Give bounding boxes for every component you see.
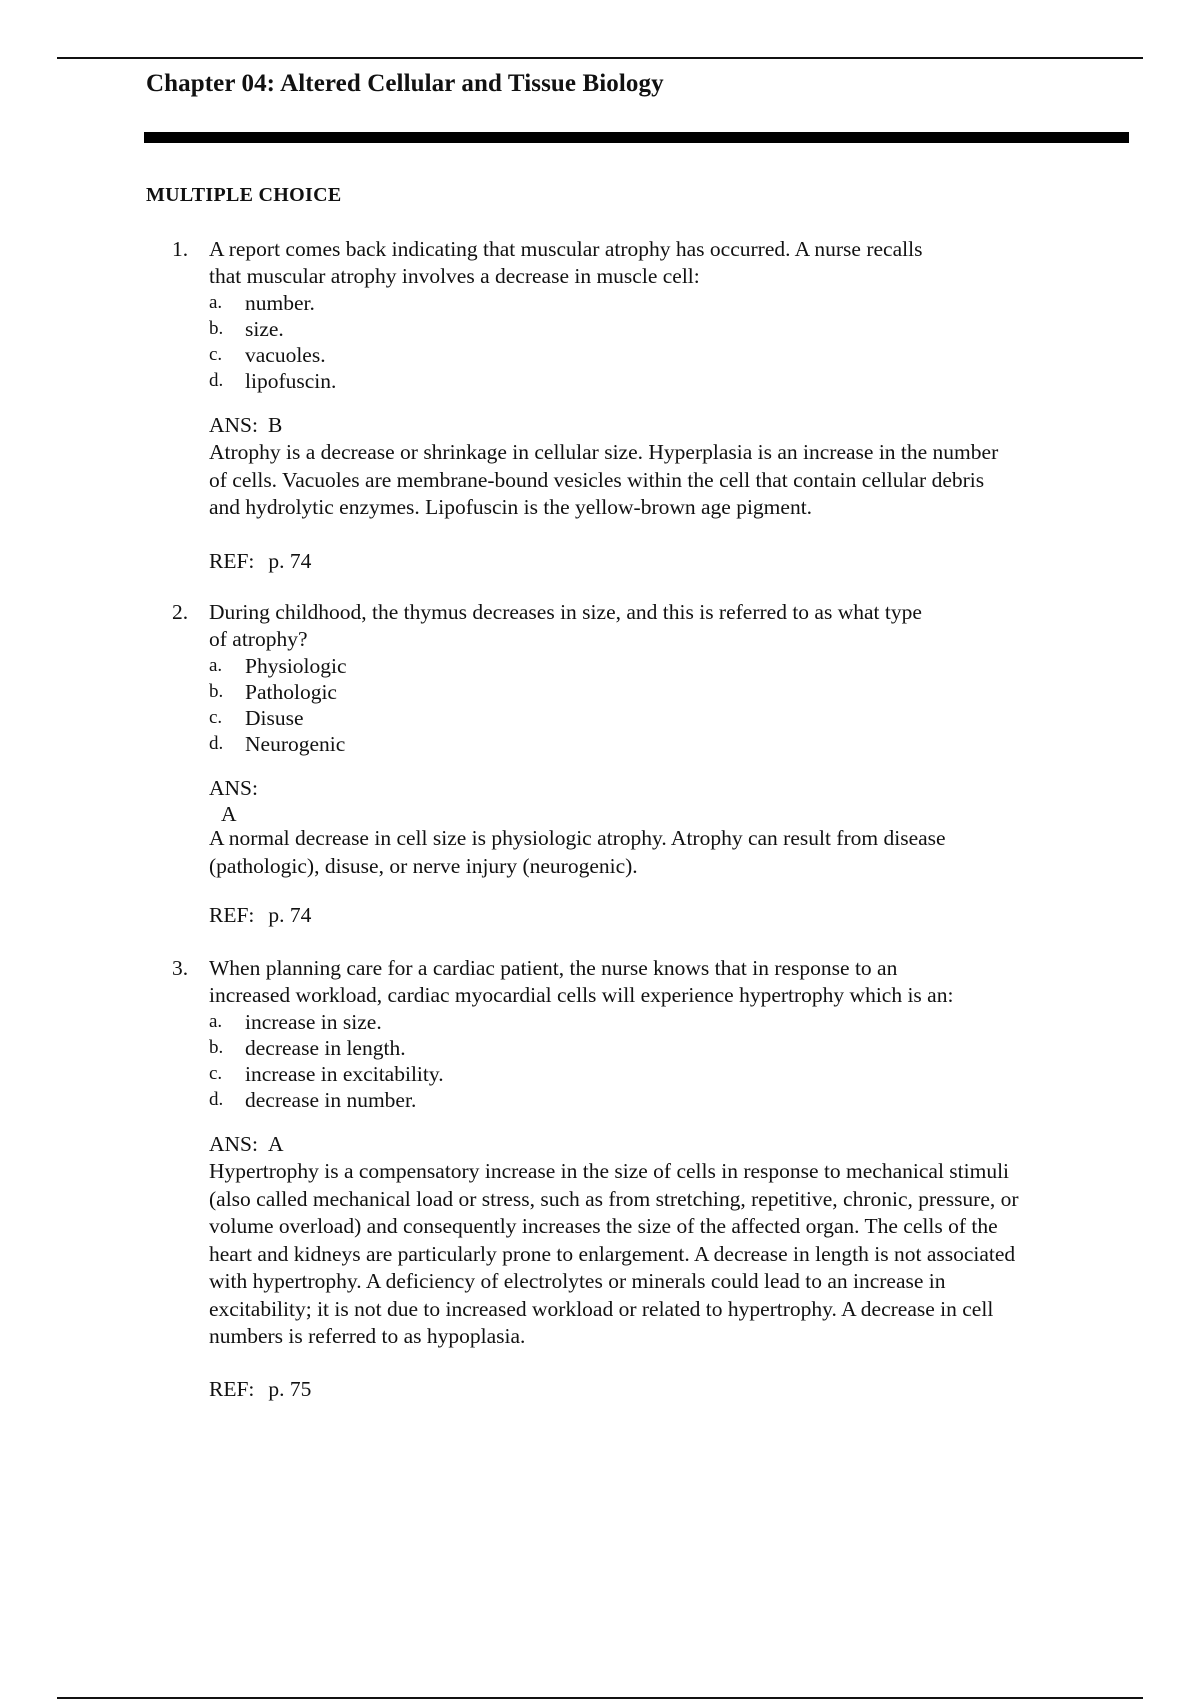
rationale xyxy=(209,439,1129,522)
question-stem xyxy=(209,236,1149,290)
option-letter: d. xyxy=(209,1089,224,1110)
option-c xyxy=(209,1061,909,1087)
question-number: 3. xyxy=(172,956,189,980)
question-stem xyxy=(209,955,1149,1009)
option-c xyxy=(209,342,909,368)
option-text: Disuse xyxy=(245,706,304,730)
option-letter: d. xyxy=(209,370,224,391)
reference xyxy=(209,548,311,575)
rationale-line: with hypertrophy. A deficiency of electrolytes or minerals could lead to an increase in xyxy=(209,1269,946,1293)
title-divider xyxy=(144,132,1129,143)
option-letter: c. xyxy=(209,1063,223,1084)
stem-line: that muscular atrophy involves a decrease in muscle cell: xyxy=(209,264,700,288)
ref-label: REF: xyxy=(209,549,255,573)
section-heading: MULTIPLE CHOICE xyxy=(146,184,342,206)
ref-label: REF: xyxy=(209,1377,255,1401)
reference xyxy=(209,902,311,929)
rationale-line: excitability; it is not due to increased workload or related to hypertrophy. A decrease in cell xyxy=(209,1296,994,1321)
stem-line: increased workload, cardiac myocardial cells will experience hypertrophy which is an: xyxy=(209,983,954,1007)
option-d xyxy=(209,368,909,394)
option-text: decrease in length. xyxy=(245,1036,406,1060)
rationale xyxy=(209,825,1129,880)
option-c xyxy=(209,705,909,731)
option-text: vacuoles. xyxy=(245,343,326,367)
answer xyxy=(209,412,1149,439)
top-rule xyxy=(57,57,1143,59)
option-b xyxy=(209,316,909,342)
ref-page: p. 74 xyxy=(268,903,312,927)
option-a xyxy=(209,653,909,679)
options-list xyxy=(209,290,909,394)
option-text: increase in size. xyxy=(245,1010,382,1034)
answer-label: ANS: xyxy=(209,1132,258,1156)
option-letter: c. xyxy=(209,707,223,728)
rationale-line: Hypertrophy is a compensatory increase in the size of cells in response to mechanical stimuli xyxy=(209,1159,1010,1183)
ref-page: p. 74 xyxy=(268,549,312,573)
rationale-line: of cells. Vacuoles are membrane-bound vesicles within the cell that contain cellular debris xyxy=(209,467,985,492)
answer-letter: A xyxy=(267,1132,284,1156)
option-d xyxy=(209,1087,909,1113)
rationale-line: numbers is referred to as hypoplasia. xyxy=(209,1324,526,1348)
option-text: number. xyxy=(245,291,315,315)
ref-page: p. 75 xyxy=(268,1377,312,1401)
option-letter: a. xyxy=(209,292,223,313)
option-letter: b. xyxy=(209,318,224,339)
option-text: decrease in number. xyxy=(245,1088,417,1112)
option-a xyxy=(209,290,909,316)
rationale-line: heart and kidneys are particularly prone to enlargement. A decrease in length is not associated xyxy=(209,1241,1016,1266)
option-text: size. xyxy=(245,317,284,341)
stem-line: of atrophy? xyxy=(209,627,308,651)
rationale-line: (pathologic), disuse, or nerve injury (neurogenic). xyxy=(209,853,638,878)
rationale xyxy=(209,1158,1149,1351)
question-number: 2. xyxy=(172,600,189,624)
answer xyxy=(209,1131,1149,1158)
option-b xyxy=(209,679,909,705)
rationale-line: Atrophy is a decrease or shrinkage in cellular size. Hyperplasia is an increase in the number xyxy=(209,440,999,464)
answer-label: ANS: xyxy=(209,776,258,800)
reference xyxy=(209,1376,311,1403)
option-text: Pathologic xyxy=(245,680,337,704)
option-d xyxy=(209,731,909,757)
answer xyxy=(209,775,1149,827)
option-letter: c. xyxy=(209,344,223,365)
option-b xyxy=(209,1035,909,1061)
answer-letter: B xyxy=(267,413,283,437)
option-text: Physiologic xyxy=(245,654,347,678)
option-text: lipofuscin. xyxy=(245,369,337,393)
chapter-title: Chapter 04: Altered Cellular and Tissue Biology xyxy=(146,70,664,97)
option-letter: a. xyxy=(209,655,223,676)
rationale-line: A normal decrease in cell size is physiologic atrophy. Atrophy can result from disease xyxy=(209,826,946,850)
option-letter: a. xyxy=(209,1011,223,1032)
question-stem xyxy=(209,599,1149,653)
rationale-line: and hydrolytic enzymes. Lipofuscin is the yellow-brown age pigment. xyxy=(209,495,813,519)
ref-label: REF: xyxy=(209,903,255,927)
option-text: Neurogenic xyxy=(245,732,346,756)
option-letter: d. xyxy=(209,733,224,754)
options-list xyxy=(209,653,909,757)
option-letter: b. xyxy=(209,1037,224,1058)
option-text: increase in excitability. xyxy=(245,1062,444,1086)
question-number: 1. xyxy=(172,237,189,261)
answer-letter: A xyxy=(221,802,237,826)
option-a xyxy=(209,1009,909,1035)
stem-line: During childhood, the thymus decreases in size, and this is referred to as what type xyxy=(209,600,922,624)
answer-label: ANS: xyxy=(209,413,258,437)
bottom-rule xyxy=(57,1697,1143,1699)
options-list xyxy=(209,1009,909,1113)
stem-line: A report comes back indicating that muscular atrophy has occurred. A nurse recalls xyxy=(209,237,923,261)
rationale-line: (also called mechanical load or stress, such as from stretching, repetitive, chronic, pressure, or xyxy=(209,1186,1019,1211)
option-letter: b. xyxy=(209,681,224,702)
stem-line: When planning care for a cardiac patient, the nurse knows that in response to an xyxy=(209,956,898,980)
rationale-line: volume overload) and consequently increases the size of the affected organ. The cells of the xyxy=(209,1214,998,1238)
